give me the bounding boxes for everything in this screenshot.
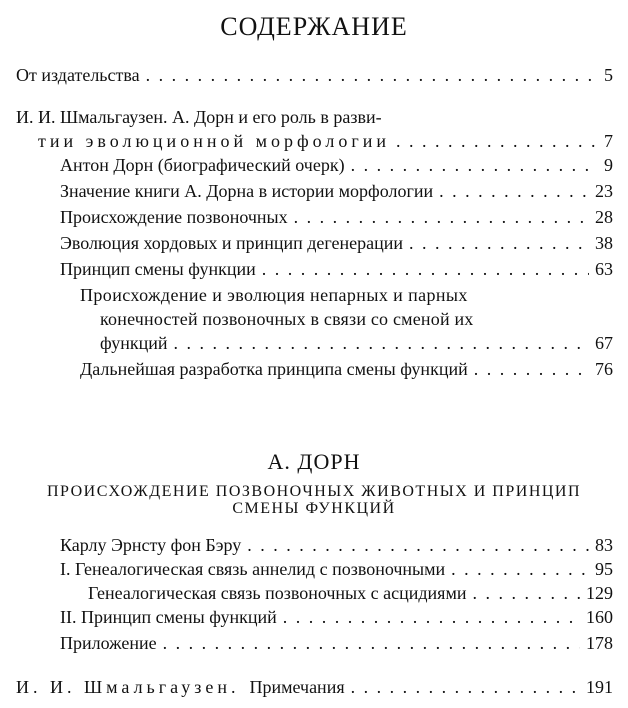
- toc-entry-label: I. Генеалогическая связь аннелид с позвоночными: [60, 559, 446, 579]
- section-subheading-line2: СМЕНЫ ФУНКЦИЙ: [232, 500, 396, 517]
- sub-entry-line1: Происхождение и эволюция непарных и парных: [80, 285, 468, 305]
- toc-entry-publisher[interactable]: [16, 64, 613, 86]
- leader-dots: [163, 632, 580, 654]
- leader-dots: [451, 558, 589, 580]
- toc-entry-biography[interactable]: [60, 154, 613, 176]
- toc-entry-page: 83: [595, 535, 613, 555]
- toc-entry-label: Дальнейшая разработка принципа смены функций: [80, 359, 468, 379]
- toc-entry-label: Карлу Эрнсту фон Бэру: [60, 535, 242, 555]
- toc-entry-label: тии эволюционной морфологии: [38, 131, 391, 151]
- toc-entry-ascidians[interactable]: [88, 582, 613, 604]
- toc-entry-label: II. Принцип смены функций: [60, 607, 277, 627]
- leader-dots: [396, 130, 598, 152]
- leader-dots: [283, 606, 580, 628]
- toc-entry-label: Принцип смены функции: [60, 259, 256, 279]
- toc-entry-origin[interactable]: [60, 206, 613, 228]
- toc-entry-page: 23: [595, 181, 613, 201]
- page-title: СОДЕРЖАНИЕ: [220, 12, 408, 41]
- section-heading: А. ДОРН: [267, 449, 361, 474]
- toc-entry-label: Эволюция хордовых и принцип дегенерации: [60, 233, 404, 253]
- toc-entry-appendix[interactable]: [60, 632, 613, 654]
- toc-entry-page: 67: [595, 333, 613, 353]
- toc-entry-page: 129: [586, 583, 613, 603]
- toc-entry-function-change[interactable]: [60, 258, 613, 280]
- toc-entry-page: 63: [595, 259, 613, 279]
- leader-dots: [146, 64, 598, 86]
- toc-entry-page: 95: [595, 559, 613, 579]
- toc-entry-label: Примечания: [249, 677, 345, 697]
- leader-dots: [174, 332, 590, 354]
- toc-entry-label: От издательства: [16, 65, 140, 85]
- toc-entry-page: 191: [586, 677, 613, 697]
- leader-dots: [409, 232, 589, 254]
- toc-entry-page: 9: [604, 155, 613, 175]
- toc-entry-limbs[interactable]: [100, 332, 613, 354]
- sub-entry-line2: конечностей позвоночных в связи со сменой их: [100, 309, 474, 329]
- section-subheading-line1: ПРОИСХОЖДЕНИЕ ПОЗВОНОЧНЫХ ЖИВОТНЫХ И ПРИНЦИП: [46, 483, 582, 500]
- toc-entry-annelids[interactable]: [60, 558, 613, 580]
- toc-entry-page: 5: [604, 65, 613, 85]
- toc-entry-notes[interactable]: [16, 676, 613, 698]
- toc-entry-page: 160: [586, 607, 613, 627]
- leader-dots: [439, 180, 589, 202]
- toc-entry-further-development[interactable]: [80, 358, 613, 380]
- toc-entry-label: функций: [100, 333, 168, 353]
- notes-author: И. И. Шмальгаузен.: [16, 677, 240, 697]
- toc-entry-label: Происхождение позвоночных: [60, 207, 288, 227]
- leader-dots: [351, 676, 580, 698]
- leader-dots: [472, 582, 580, 604]
- author-intro-line1: И. И. Шмальгаузен. А. Дорн и его роль в разви-: [16, 107, 382, 127]
- toc-entry-significance[interactable]: [60, 180, 613, 202]
- toc-entry-principle[interactable]: [60, 606, 613, 628]
- toc-entry-label: Генеалогическая связь позвоночных с асцидиями: [88, 583, 467, 603]
- toc-entry-page: 28: [595, 207, 613, 227]
- toc-entry-page: 76: [595, 359, 613, 379]
- leader-dots: [351, 154, 598, 176]
- leader-dots: [262, 258, 589, 280]
- leader-dots: [294, 206, 589, 228]
- toc-entry-page: 38: [595, 233, 613, 253]
- toc-entry-evolution[interactable]: [60, 232, 613, 254]
- leader-dots: [247, 534, 589, 556]
- toc-entry-page: 7: [604, 131, 613, 151]
- toc-entry-label: Антон Дорн (биографический очерк): [60, 155, 345, 175]
- toc-entry-author-intro[interactable]: [38, 130, 613, 152]
- toc-entry-label: Значение книги А. Дорна в истории морфологии: [60, 181, 434, 201]
- toc-entry-dedication[interactable]: [60, 534, 613, 556]
- toc-entry-label: Приложение: [60, 633, 157, 653]
- toc-entry-page: 178: [586, 633, 613, 653]
- leader-dots: [474, 358, 589, 380]
